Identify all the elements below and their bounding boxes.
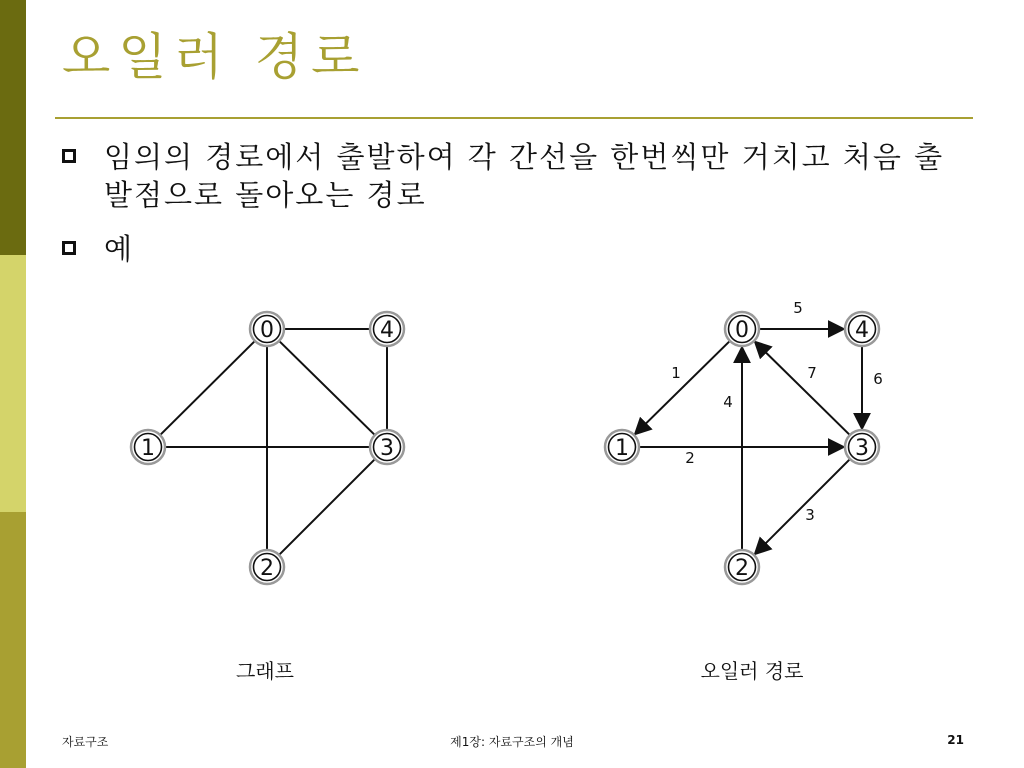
graph-edge — [160, 341, 255, 435]
node-label: 1 — [615, 436, 629, 461]
graph-edge — [279, 341, 375, 435]
node-label: 2 — [260, 556, 274, 581]
square-bullet-icon — [62, 149, 76, 163]
graph-diagrams — [0, 280, 1024, 700]
bullet-list — [62, 138, 962, 284]
bullet-text: 예 — [104, 232, 135, 266]
side-bar-dark — [0, 0, 26, 255]
graph-caption: 그래프 — [236, 659, 294, 683]
edge-order-label: 4 — [723, 393, 733, 411]
footer-course: 자료구조 — [62, 735, 109, 749]
slide-title: 오일러 경로 — [62, 28, 368, 86]
square-bullet-icon — [62, 241, 76, 255]
node-label: 3 — [380, 436, 394, 461]
node-label: 0 — [735, 318, 749, 343]
edge-order-label: 3 — [805, 506, 815, 524]
edge-order-label: 2 — [685, 449, 695, 467]
node-label: 3 — [855, 436, 869, 461]
node-label: 4 — [855, 318, 869, 343]
euler-caption: 오일러 경로 — [700, 659, 804, 683]
graph-edge — [279, 459, 375, 555]
node-label: 2 — [735, 556, 749, 581]
euler-edge-arrow — [755, 459, 850, 554]
bullet-item — [62, 230, 962, 268]
undirected-graph — [131, 312, 404, 584]
node-label: 4 — [380, 318, 394, 343]
euler-edge-arrow — [755, 342, 850, 435]
edge-order-label: 7 — [807, 364, 817, 382]
edge-order-label: 5 — [793, 299, 803, 317]
bullet-item — [62, 138, 962, 214]
page-number: 21 — [947, 733, 964, 747]
node-label: 1 — [141, 436, 155, 461]
footer-chapter: 제1장: 자료구조의 개념 — [450, 735, 574, 749]
euler-edge-arrow — [635, 341, 730, 434]
bullet-text: 임의의 경로에서 출발하여 각 간선을 한번씩만 거치고 처음 출발점으로 돌아오는 경로 — [104, 140, 945, 212]
edge-order-label: 1 — [671, 364, 681, 382]
euler-path-graph — [605, 299, 883, 584]
edge-order-label: 6 — [873, 370, 883, 388]
title-divider — [55, 117, 973, 119]
node-label: 0 — [260, 318, 274, 343]
